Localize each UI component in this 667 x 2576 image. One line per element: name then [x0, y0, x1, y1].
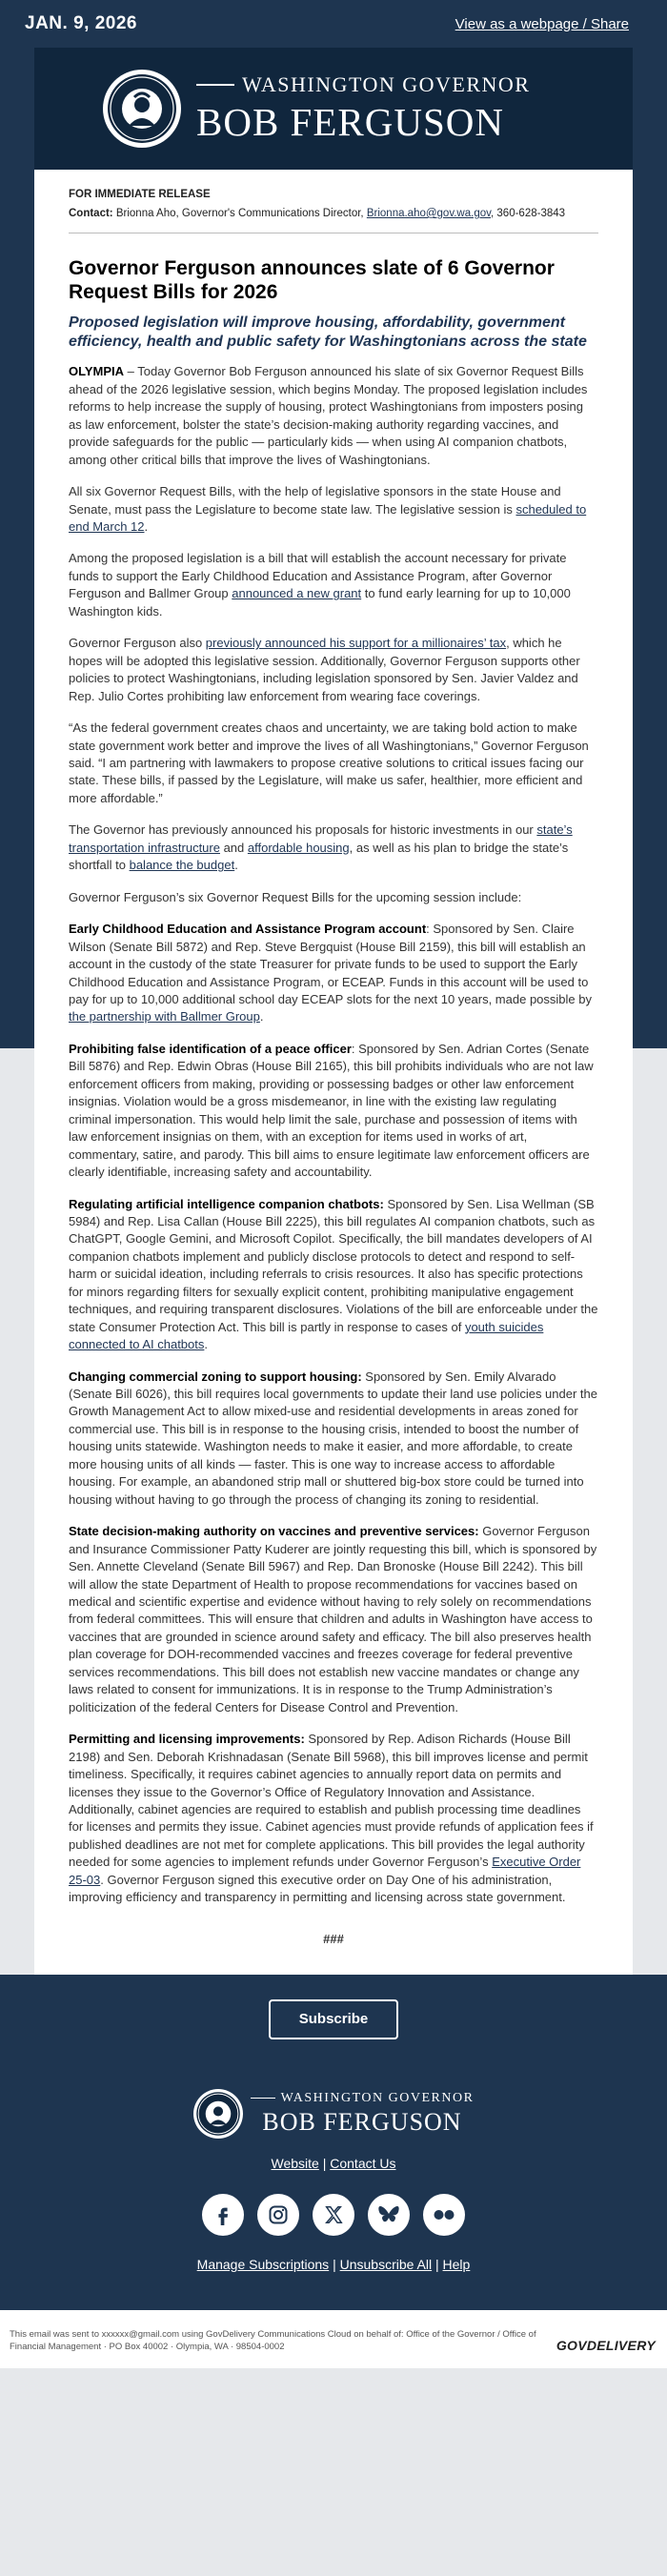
- bill-eceap: [69, 921, 598, 1026]
- legal-footer: [0, 2310, 667, 2369]
- govdelivery-logo: GOVDELIVERY: [556, 2338, 656, 2354]
- contact-text: Brionna Aho, Governor's Communications Director,: [115, 208, 364, 219]
- paragraph-text: to fund early learning for up to 10,000 Washington kids.: [69, 586, 571, 619]
- bill-vaccines: [69, 1523, 598, 1716]
- executive-order-link[interactable]: Executive Order 25-03: [69, 1855, 581, 1887]
- paragraph-bills-intro: Governor Ferguson’s six Governor Request Bills for the upcoming session include:: [69, 889, 522, 904]
- bill-title: Regulating artificial intelligence companion chatbots:: [69, 1196, 384, 1211]
- bluesky-icon[interactable]: [368, 2194, 410, 2236]
- subscription-links: [0, 2257, 667, 2272]
- footer-logo-line1: WASHINGTON GOVERNOR: [280, 2090, 475, 2105]
- help-link[interactable]: Help: [442, 2256, 471, 2272]
- transportation-link[interactable]: state’s transportation infrastructure: [69, 822, 573, 855]
- paragraph-text: Among the proposed legislation is a bill that will establish the account necessary for private funds to support the Early Childhood Education and Assistance Program, after Governor Ferguson and Ballmer Group: [69, 551, 567, 601]
- legal-text: This email was sent to xxxxxx@gmail.com using GovDelivery Communications Cloud on behalf of: Office of the Governor / Office of Financial Management · PO Box 40002 · Olympia, WA · 98504-0002: [10, 2328, 536, 2352]
- footer-links: [0, 2156, 667, 2171]
- press-release-card: [34, 170, 633, 1975]
- bill-peace-officer: [69, 1041, 598, 1182]
- instagram-icon[interactable]: [257, 2194, 299, 2236]
- dateline: OLYMPIA: [69, 364, 125, 379]
- bill-text: Sponsored by Rep. Adison Richards (House Bill 2198) and Sen. Deborah Krishnadasan (Senate Bill 5968), this bill improves license and permit timeliness. Specifically, it requires cabinet agencies to annually report data on permits and licenses they issue to the Governor’s Office of Regulatory Innovation and Assistance. Additionally, cabinet agencies are required to establish and publish processing time deadlines for licenses and permits they issue. Cabinet agencies must provide refunds of application fees if published deadlines are not met for complete applications. This bill provides the legal authority needed for some agencies to implement refunds under Governor Ferguson’s: [69, 1732, 594, 1870]
- bill-text: Governor Ferguson and Insurance Commissioner Patty Kuderer are jointly requesting this bill, which is sponsored by Sen. Annette Cleveland (Senate Bill 5967) and Rep. Dan Bronoske (House Bill 2242). This bill will allow the state Department of Health to propose recommendations for vaccines based on medical and scientific expertise and evidence without having to rely solely on recommendations from federal committees. This will ensure that children and adults in Washington have access to vaccines that are grounded in science around safety and efficacy. The bill also preserves health plan coverage for DOH-recommended vaccines and freezes coverage for federal preventive services recommendations. This bill does not establish new vaccine mandates or change any laws related to consent for immunizations. It is in response to the Trump Administration’s politicization of the federal Centers for Disease Control and Prevention.: [69, 1524, 597, 1714]
- millionaires-tax-link[interactable]: previously announced his support for a millionaires’ tax: [205, 636, 507, 651]
- paragraph-text: .: [234, 858, 238, 873]
- balance-budget-link[interactable]: balance the budget: [129, 858, 235, 873]
- paragraph-text: The Governor has previously announced his proposals for historic investments in our: [69, 822, 537, 838]
- bill-title: State decision-making authority on vaccines and preventive services:: [69, 1524, 479, 1539]
- facebook-icon[interactable]: [202, 2194, 244, 2236]
- paragraph-intro: [69, 363, 598, 469]
- bill-text: : Sponsored by Sen. Adrian Cortes (Senate Bill 5876) and Rep. Edwin Obras (House Bill 2165), this bill prohibits individuals who are not law enforcement officers from making, providing or possessing badges or other law enforcement insignias. Violation would be a gross misdemeanor, in line with the existing law regulating criminal impersonation. This would help limit the sale, purchase and possession of items with law enforcement insignias on them, with an exception for items used in works of art, commentary, satire, and parody. This bill aims to ensure legitimate law enforcement officers are clearly identifiable, increasing safety and accountability.: [69, 1041, 594, 1180]
- x-icon[interactable]: [313, 2194, 354, 2236]
- bill-text: .: [204, 1337, 209, 1352]
- subheadline: Proposed legislation will improve housing, affordability, government efficiency, health and public safety for Washingtonians across the state: [69, 314, 587, 351]
- headline: Governor Ferguson announces slate of 6 Governor Request Bills for 2026: [69, 257, 555, 304]
- ballmer-partnership-link[interactable]: the partnership with Ballmer Group: [69, 1009, 260, 1024]
- social-icons: [0, 2194, 667, 2236]
- header-row: [0, 0, 667, 48]
- paragraph-eceap-intro: [69, 550, 598, 620]
- paragraph-text: .: [144, 519, 149, 534]
- new-grant-link[interactable]: announced a new grant: [232, 586, 362, 601]
- footer-logo-line2: BOB FERGUSON: [262, 2107, 462, 2136]
- bill-title: Early Childhood Education and Assistance Program account: [69, 922, 427, 937]
- paragraph-session: [69, 483, 598, 536]
- paragraph-text: , which he hopes will be adopted this legislative session. Additionally, Governor Ferguson supports other policies to protect Washingtonians, including legislation sponsored by Sen. Javier Valdez and Rep. Julio Cortes prohibiting law enforcement from wearing face coverings.: [69, 636, 580, 703]
- bill-text: : Sponsored by Sen. Claire Wilson (Senate Bill 5872) and Rep. Steve Bergquist (House Bill 2159), this bill will establish an account in the custody of the state Treasurer for private funds to be used to support the Early Childhood Education and Assistance Program, or ECEAP. Funds in this account will be used to pay for up to 10,000 additional school day ECEAP slots for the next 10 years, made possible by: [69, 922, 592, 1006]
- bill-title: Permitting and licensing improvements:: [69, 1732, 305, 1747]
- footer-logo-text: [251, 2091, 475, 2137]
- link-divider: |: [432, 2256, 443, 2272]
- footer: [0, 1975, 667, 2310]
- banner-title: [196, 72, 530, 145]
- banner-line1: WASHINGTON GOVERNOR: [242, 72, 531, 96]
- contact-label: Contact:: [69, 208, 113, 219]
- bill-text: . Governor Ferguson signed this executive order on Day One of his administration, improving efficiency and transparency in permitting and licensing across state government.: [69, 1872, 566, 1905]
- contact-email-link[interactable]: Brionna.aho@gov.wa.gov: [366, 208, 492, 219]
- bill-text: .: [259, 1009, 264, 1024]
- footer-logo: [0, 2089, 667, 2139]
- bill-text: Sponsored by Sen. Emily Alvarado (Senate Bill 6026), this bill requires local governments to update their land use policies under the Growth Management Act to allow mixed-use and residential developments in areas zoned for commercial use. This bill is in response to the housing crisis, intended to boost the number of housing units statewide. Washington needs to make it easier, and more affordable, to create more housing units of all kinds — faster. This is one way to increase access to affordable housing. For example, an abandoned strip mall or shuttered big-box store could be turned into housing without having to go through the process of changing its zoning to residential.: [69, 1369, 597, 1507]
- contact-us-link[interactable]: Contact Us: [330, 2155, 396, 2171]
- bill-permitting: [69, 1731, 598, 1907]
- paragraph-millionaires-tax: [69, 635, 598, 705]
- session-end-link[interactable]: scheduled to end March 12: [69, 501, 587, 534]
- paragraph-text: , as well as his plan to bridge the state’s shortfall to: [69, 840, 569, 873]
- governor-banner: [34, 48, 633, 170]
- paragraph-text: and: [219, 840, 248, 855]
- contact-phone: , 360-628-3843: [491, 208, 566, 219]
- view-as-webpage-link[interactable]: View as a webpage / Share: [455, 15, 629, 32]
- email-date: JAN. 9, 2026: [25, 13, 137, 33]
- bill-commercial-zoning: [69, 1369, 598, 1510]
- banner-line2: BOB FERGUSON: [196, 100, 504, 144]
- bill-title: Prohibiting false identification of a peace officer: [69, 1041, 352, 1056]
- bill-ai-chatbots: [69, 1196, 598, 1354]
- bill-title: Changing commercial zoning to support housing:: [69, 1369, 362, 1384]
- paragraph-text: – Today Governor Bob Ferguson announced his slate of six Governor Request Bills ahead of the 2026 legislative session, which begins Monday. The proposed legislation includes reforms to help increase the supply of housing, protect Washingtonians from imposters posing as law enforcement, bolster the state’s decision-making authority regarding vaccines, and provide safeguards for the public — particularly kids — when using AI companion chatbots, among other critical bills that improve the lives of Washingtonians.: [69, 364, 588, 467]
- unsubscribe-all-link[interactable]: Unsubscribe All: [339, 2256, 433, 2272]
- paragraph-quote: “As the federal government creates chaos and uncertainty, we are taking bold action to make state government work better and improve the lives of all Washingtonians,” Governor Ferguson said. “I am partnering with lawmakers to propose creative solutions to critical issues facing our state. These bills, if passed by the Legislature, will make us safer, healthier, more efficient and more affordable.”: [69, 720, 589, 805]
- link-divider: |: [329, 2256, 340, 2272]
- link-divider: |: [318, 2155, 331, 2171]
- state-seal-icon: [103, 70, 181, 148]
- affordable-housing-link[interactable]: affordable housing: [247, 840, 350, 855]
- subscribe-button[interactable]: Subscribe: [269, 1999, 398, 2039]
- website-link[interactable]: Website: [271, 2155, 319, 2171]
- paragraph-text: All six Governor Request Bills, with the help of legislative sponsors in the state House and Senate, must pass the Legislature to become state law. The legislative session is: [69, 484, 561, 517]
- youth-suicides-link[interactable]: youth suicides connected to AI chatbots: [69, 1319, 544, 1352]
- flickr-icon[interactable]: [423, 2194, 465, 2236]
- contact-line: [69, 208, 598, 219]
- paragraph-text: Governor Ferguson also: [69, 636, 206, 651]
- manage-subscriptions-link[interactable]: Manage Subscriptions: [196, 2256, 330, 2272]
- state-seal-icon: [193, 2089, 243, 2139]
- end-mark: ###: [323, 1931, 344, 1946]
- release-label: FOR IMMEDIATE RELEASE: [69, 189, 211, 200]
- paragraph-previous-proposals: [69, 821, 598, 874]
- bill-text: Sponsored by Sen. Lisa Wellman (SB 5984) and Rep. Lisa Callan (House Bill 2225), this bill regulates AI companion chatbots, such as ChatGPT, Google Gemini, and Microsoft Copilot. Specifically, the bill mandates developers of AI companion chatbots implement and publicly disclose protocols to detect and respond to self-harm or suicidal ideation, including referrals to crisis resources. It also has specific protections for minors regarding filters for sexually explicit content, prohibiting manipulative engagement techniques, and requiring transparent disclosures. Violations of the bill are enforceable under the state Consumer Protection Act. This bill is partly in response to cases of: [69, 1196, 598, 1334]
